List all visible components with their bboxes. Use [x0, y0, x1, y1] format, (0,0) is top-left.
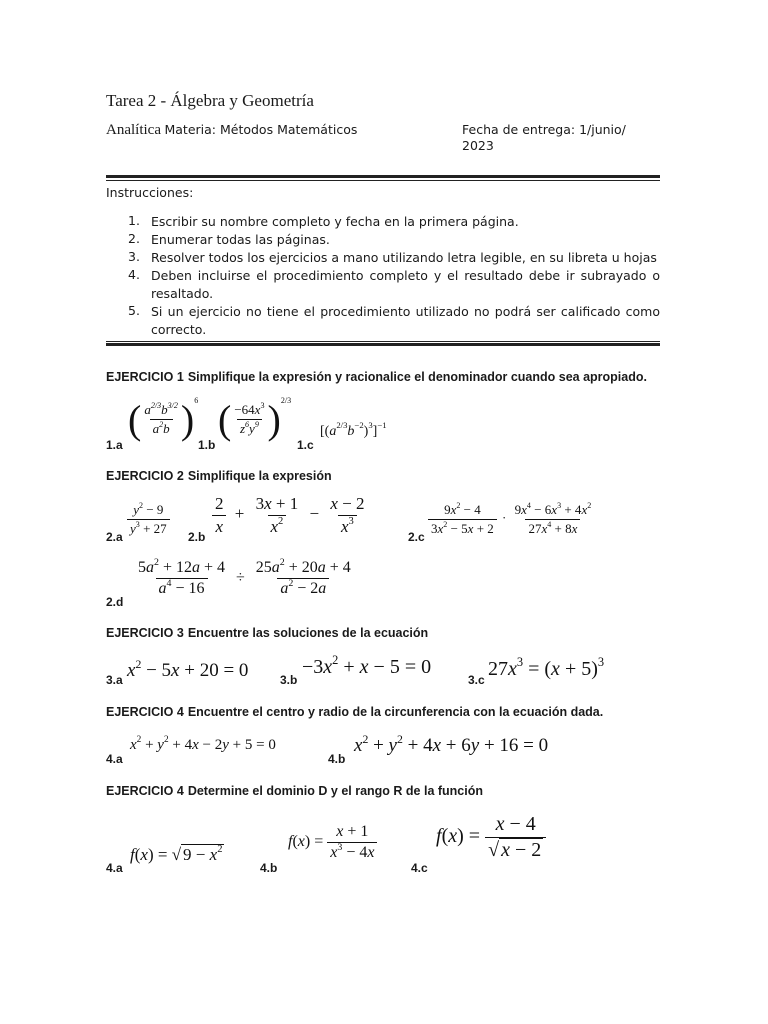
due-date-line1: Fecha de entrega: 1/junio/	[462, 122, 626, 137]
item-label: 3.c	[468, 673, 485, 687]
item-label: 1.c	[297, 438, 314, 452]
instruction-number: 4.	[128, 267, 140, 282]
instruction-number: 2.	[128, 231, 140, 246]
item-label: 1.b	[198, 438, 216, 452]
exercise-label: EJERCICIO 3	[106, 626, 184, 640]
item-label: 2.d	[106, 595, 124, 609]
expression-3b: $-3x^2 + x - 5 = 0$	[302, 653, 432, 678]
bottom-rule-thin	[106, 341, 660, 342]
subject-line-rest: Materia: Métodos Matemáticos	[164, 122, 358, 137]
item-label: 4.a	[106, 861, 123, 875]
instruction-text: Escribir su nombre completo y fecha en la primera página.	[151, 214, 519, 229]
exercise-label: EJERCICIO 2	[106, 469, 184, 483]
instruction-item	[128, 249, 660, 267]
exercise-1-heading	[106, 368, 647, 386]
item-label: 3.a	[106, 673, 123, 687]
item-label: 4.b	[328, 752, 346, 766]
expression-1b: ( $\frac{-64x^3}{z^6y^9}$ )$^{2/3}$	[218, 396, 292, 442]
exercise-instruction: Simplifique la expresión y racionalice el denominador cuando sea apropiado.	[187, 370, 647, 384]
top-rule-thin	[106, 180, 660, 181]
expression-4b-function: f(x) = $\frac{x + 1}{x^3 - 4x}$	[288, 823, 377, 862]
instruction-item	[128, 231, 660, 249]
instruction-text: Enumerar todas las páginas.	[151, 232, 330, 247]
instruction-number: 1.	[128, 213, 140, 228]
instruction-text: Si un ejercicio no tiene el procedimiento utilizado no podrá ser calificado como correcto.	[151, 304, 660, 337]
instructions-heading: Instrucciones:	[106, 185, 194, 200]
exercise-4-heading	[106, 703, 603, 721]
exercise-instruction: Encuentre las soluciones de la ecuación	[187, 626, 429, 640]
exercise-instruction: Simplifique la expresión	[187, 469, 332, 483]
instruction-number: 5.	[128, 303, 140, 318]
exercise-label: EJERCICIO 4	[106, 705, 184, 719]
subject-line-serif: Analítica	[106, 122, 161, 138]
exercise-label: EJERCICIO 4	[106, 784, 184, 798]
instruction-number: 3.	[128, 249, 140, 264]
instruction-text: Resolver todos los ejercicios a mano utilizando letra legible, en su libreta u hojas	[151, 250, 657, 265]
expression-3c: $27x^3 = (x + 5)^3$	[488, 655, 605, 680]
instruction-item	[128, 303, 660, 339]
item-label: 3.b	[280, 673, 298, 687]
expression-4a-circle: $x^2 + y^2 + 4x - 2y + 5 = 0$	[130, 735, 276, 753]
top-rule	[106, 175, 660, 178]
bottom-rule	[106, 343, 660, 346]
item-label: 4.c	[411, 861, 428, 875]
exercise-2-heading	[106, 467, 332, 485]
expression-4c-function: f(x) = $\frac{x - 4}{√ x - 2}$	[436, 813, 546, 862]
item-label: 2.a	[106, 530, 123, 544]
exercise-5-heading	[106, 782, 483, 800]
instruction-item	[128, 267, 660, 303]
expression-2c: $\frac{9x^2 - 4}{3x^2 - 5x + 2}$ · $\frac{9x^4 - 6x^3 + 4x^2}{27x^4 + 8x}$	[428, 502, 594, 537]
item-label: 1.a	[106, 438, 123, 452]
exercise-3-heading	[106, 624, 428, 642]
expression-2b: $\frac{2}{x}$ + $\frac{3x + 1}{x^2}$ − $\frac{x - 2}{x^3}$	[212, 494, 367, 537]
instruction-item	[128, 213, 660, 231]
item-label: 4.a	[106, 752, 123, 766]
item-label: 2.c	[408, 530, 425, 544]
due-date-line2: 2023	[462, 138, 494, 153]
expression-1a: ( $\frac{a^{2/3}b^{3/2}}{a^2b}$ )$^6$	[128, 396, 199, 442]
exercise-instruction: Determine el dominio D y el rango R de la función	[187, 784, 483, 798]
expression-2a: $\frac{y^2 - 9}{y^3 + 27}$	[127, 502, 170, 537]
expression-2d: $\frac{5a^2 + 12a + 4}{a^4 - 16}$ ÷ $\frac{25a^2 + 20a + 4}{a^2 - 2a}$	[138, 556, 351, 597]
item-label: 2.b	[188, 530, 206, 544]
exercise-label: EJERCICIO 1	[106, 370, 184, 384]
expression-1c: $[(a^{2/3}b^{-2})^3]^{-1}$	[320, 420, 387, 439]
exercise-instruction: Encuentre el centro y radio de la circunferencia con la ecuación dada.	[187, 705, 604, 719]
instruction-text: Deben incluirse el procedimiento completo y el resultado debe ir subrayado o resaltado.	[151, 268, 660, 301]
expression-4a-function: f(x) = √ $9 - x^2$	[130, 844, 223, 864]
due-date	[462, 122, 626, 154]
expression-4b-circle: $x^2 + y^2 + 4x + 6y + 16 = 0$	[354, 732, 549, 756]
subject-line	[106, 122, 357, 139]
item-label: 4.b	[260, 861, 278, 875]
expression-3a: $x^2 - 5x + 20 = 0$	[127, 657, 249, 681]
document-title: Tarea 2 - Álgebra y Geometría	[106, 91, 314, 110]
